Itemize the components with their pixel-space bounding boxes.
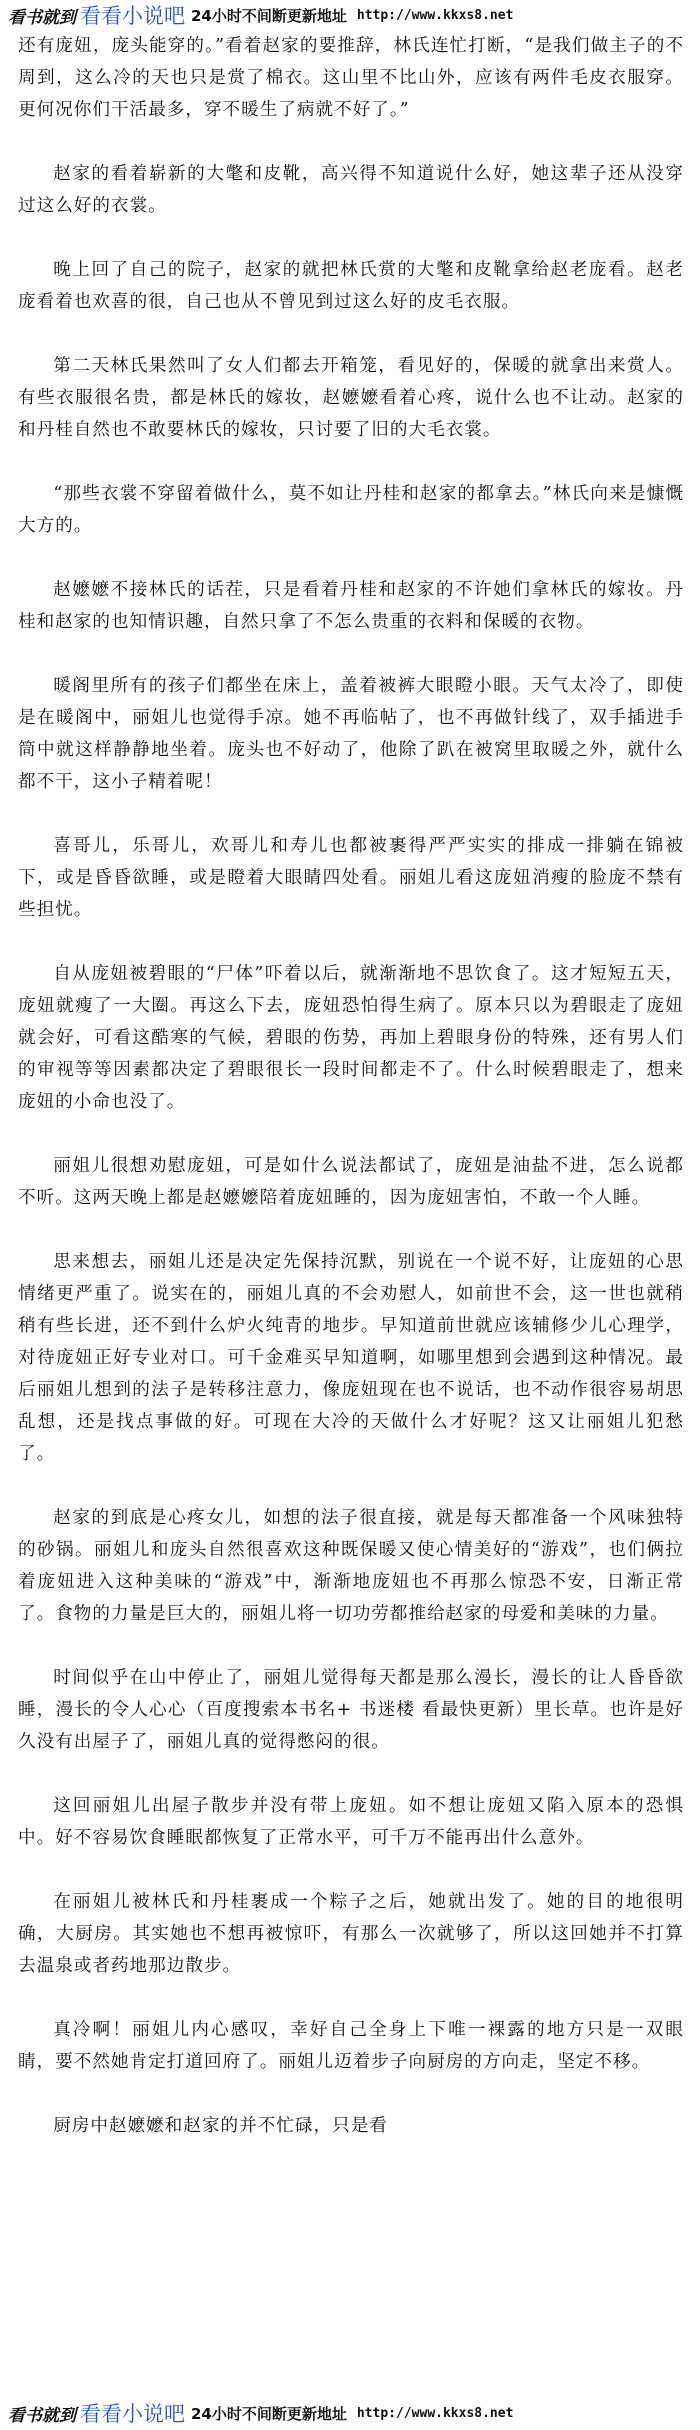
paragraph: 在丽姐儿被林氏和丹桂裹成一个粽子之后，她就出发了。她的目的地很明确，大厨房。其实她也不想再被惊吓，有那么一次就够了，所以这回她并不打算去温泉或者药地那边散步。 bbox=[18, 1892, 684, 1976]
banner-lead-text: 看书就到 bbox=[8, 2405, 76, 2426]
paragraph: 真冷啊！丽姐儿内心感叹，幸好自己全身上下唯一裸露的地方只是一双眼睛，要不然她肯定打道回府了。丽姐儿迈着步子向厨房的方向走，坚定不移。 bbox=[18, 2020, 684, 2072]
paragraph: 赵家的到底是心疼女儿，如想的法子很直接，就是每天都准备一个风味独特的砂锅。丽姐儿和庞头自然很喜欢这种既保暖又使心情美好的“游戏”，也们俩拉着庞妞进入这种美味的“游戏”中，渐渐地庞妞也不再那么惊恐不安，日渐正常了。食物的力量是巨大的，丽姐儿将一切功劳都推给赵家的母爱和美味的力量。 bbox=[18, 1508, 684, 1624]
paragraph: 厨房中赵嬷嬷和赵家的并不忙碌，只是看 bbox=[53, 2116, 388, 2136]
paragraph: 丽姐儿很想劝慰庞妞，可是如什么说法都试了，庞妞是油盐不进，怎么说都不听。这两天晚上都是赵嬷嬷陪着庞妞睡的，因为庞妞害怕，不敢一个人睡。 bbox=[18, 1156, 684, 1208]
paragraph: “那些衣裳不穿留着做什么，莫不如让丹桂和赵家的都拿去。”林氏向来是慷慨大方的。 bbox=[18, 484, 684, 536]
site-brand-link[interactable]: 看看小说吧 bbox=[80, 2402, 185, 2426]
paragraph: 自从庞妞被碧眼的“尸体”吓着以后，就渐渐地不思饮食了。这才短短五天，庞妞就瘦了一大圈。再这么下去，庞妞恐怕得生病了。原本只以为碧眼走了庞妞就会好，可看这酷寒的气候，碧眼的伤势，再加上碧眼身份的特殊，还有男人们的审视等等因素都决定了碧眼很长一段时间都走不了。什么时候碧眼走了，想来庞妞的小命也没了。 bbox=[18, 964, 684, 1112]
site-brand-link[interactable]: 看看小说吧 bbox=[80, 4, 185, 28]
paragraph: 还有庞妞，庞头能穿的。”看着赵家的要推辞，林氏连忙打断，“是我们做主子的不周到，这么冷的天也只是赏了棉衣。这山里不比山外，应该有两件毛皮衣服穿。更何况你们干活最多，穿不暖生了病就不好了。” bbox=[18, 36, 684, 120]
paragraph: 暖阁里所有的孩子们都坐在床上，盖着被裤大眼瞪小眼。天气太冷了，即使是在暖阁中，丽姐儿也觉得手凉。她不再临帖了，也不再做针线了，双手插进手筒中就这样静静地坐着。庞头也不好动了，他除了趴在被窝里取暖之外，就什么都不干，这小子精着呢！ bbox=[18, 676, 684, 792]
paragraph: 喜哥儿，乐哥儿，欢哥儿和寿儿也都被裹得严严实实的排成一排躺在锦被下，或是昏昏欲睡，或是瞪着大眼睛四处看。丽姐儿看这庞妞消瘦的脸庞不禁有些担忧。 bbox=[18, 836, 684, 920]
banner-tagline: 24小时不间断更新地址 bbox=[191, 2404, 347, 2423]
chapter-body bbox=[18, 30, 684, 2390]
paragraph: 晚上回了自己的院子，赵家的就把林氏赏的大氅和皮靴拿给赵老庞看。赵老庞看着也欢喜的很，自己也从不曾见到过这么好的皮毛衣服。 bbox=[18, 260, 684, 312]
site-url-link[interactable]: http://www.kkxs8.net bbox=[356, 7, 514, 23]
paragraph: 思来想去，丽姐儿还是决定先保持沉默，别说在一个说不好，让庞妞的心思情绪更严重了。说实在的，丽姐儿真的不会劝慰人，如前世不会，这一世也就稍稍有些长进，还不到什么炉火纯青的地步。早知道前世就应该辅修少儿心理学，对待庞妞正好专业对口。可千金难买早知道啊，如哪里想到会遇到这种情况。最后丽姐儿想到的法子是转移注意力，像庞妞现在也不说话，也不动作很容易胡思乱想，还是找点事做的好。可现在大冷的天做什么才好呢？这又让丽姐儿犯愁了。 bbox=[18, 1252, 684, 1464]
paragraph: 赵嬷嬷不接林氏的话茬，只是看着丹桂和赵家的不许她们拿林氏的嫁妆。丹桂和赵家的也知情识趣，自然只拿了不怎么贵重的衣料和保暖的衣物。 bbox=[18, 580, 684, 632]
paragraph: 时间似乎在山中停止了，丽姐儿觉得每天都是那么漫长，漫长的让人昏昏欲睡，漫长的令人心心（百度搜索本书名+ 书迷楼 看最快更新）里长草。也许是好久没有出屋子了，丽姐儿真的觉得憋闷的很。 bbox=[18, 1668, 684, 1752]
site-url-link[interactable]: http://www.kkxs8.net bbox=[356, 2405, 514, 2421]
bottom-banner bbox=[0, 2398, 700, 2428]
paragraph: 赵家的看着崭新的大氅和皮靴，高兴得不知道说什么好，她这辈子还从没穿过这么好的衣裳。 bbox=[18, 164, 684, 216]
banner-tagline: 24小时不间断更新地址 bbox=[191, 6, 347, 25]
paragraph: 第二天林氏果然叫了女人们都去开箱笼，看见好的，保暖的就拿出来赏人。有些衣服很名贵，都是林氏的嫁妆，赵嬷嬷看着心疼，说什么也不让动。赵家的和丹桂自然也不敢要林氏的嫁妆，只讨要了旧的大毛衣裳。 bbox=[18, 356, 684, 440]
top-banner bbox=[0, 0, 700, 30]
paragraph: 这回丽姐儿出屋子散步并没有带上庞妞。如不想让庞妞又陷入原本的恐惧中。好不容易饮食睡眠都恢复了正常水平，可千万不能再出什么意外。 bbox=[18, 1796, 684, 1848]
banner-lead-text: 看书就到 bbox=[8, 7, 76, 28]
